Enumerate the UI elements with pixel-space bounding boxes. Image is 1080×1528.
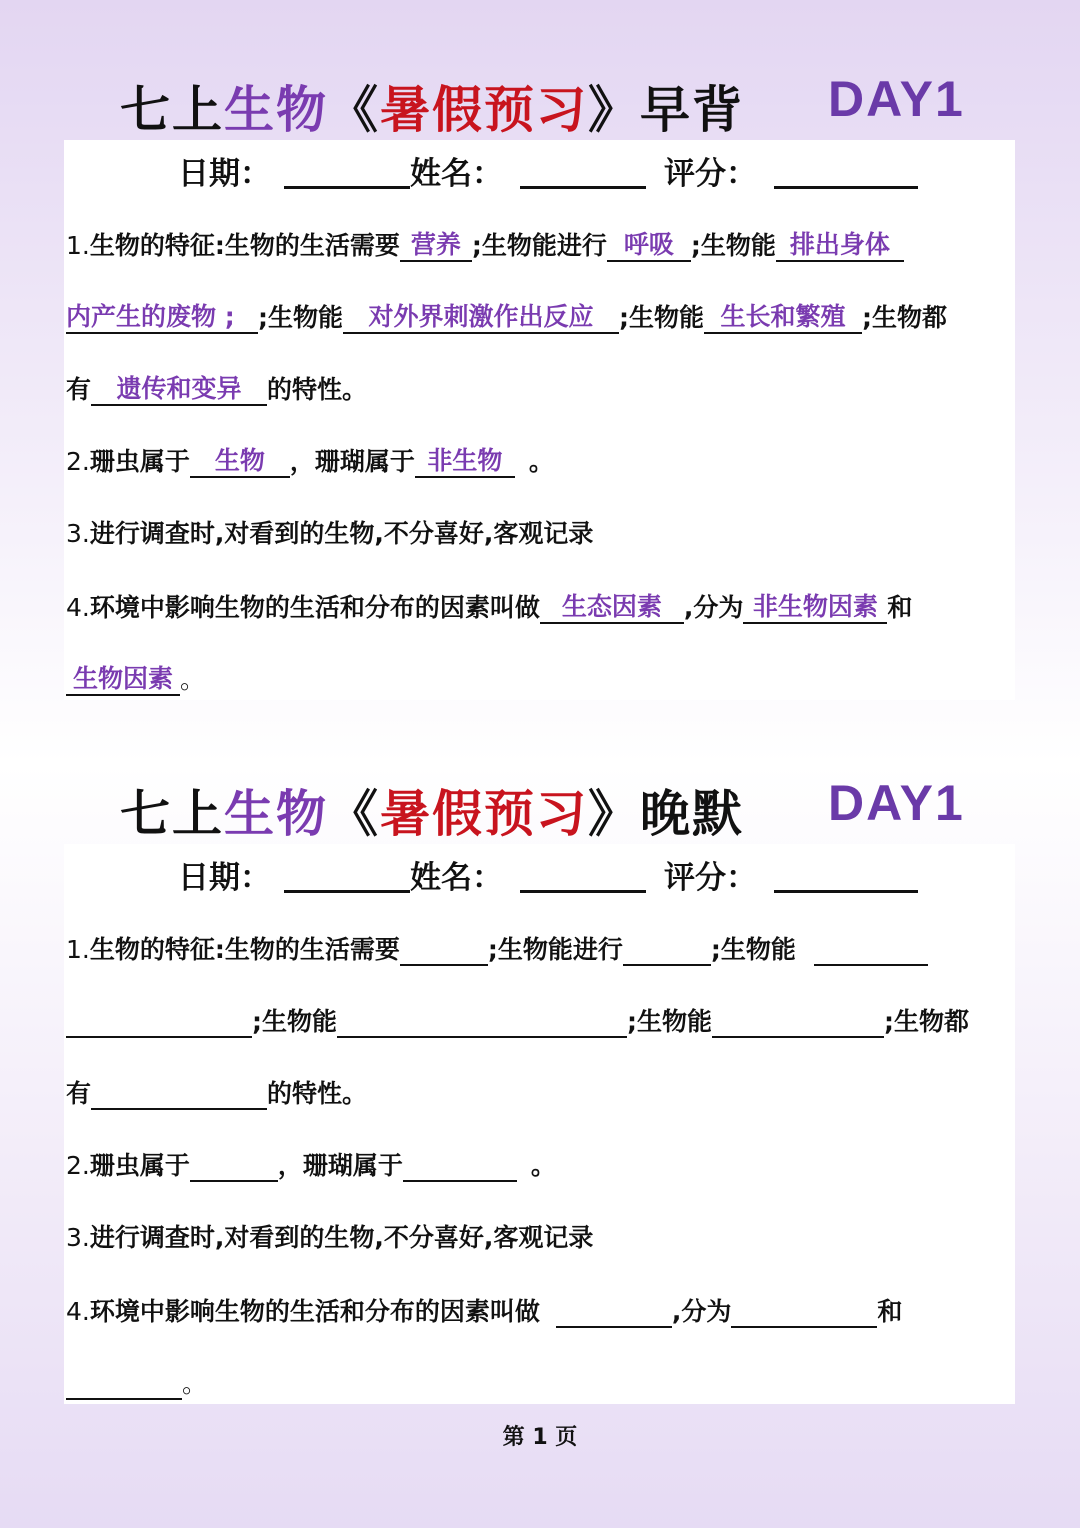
answer-blank[interactable] <box>190 1180 278 1182</box>
q4-text: 环境中影响生物的生活和分布的因素叫做 <box>89 593 540 622</box>
answer-blank: 遗传和变异 <box>91 374 267 406</box>
q4-line2 <box>66 1364 207 1400</box>
title-topic: 暑假预习 <box>380 81 588 139</box>
q1-text: ;生物都 <box>884 1007 969 1036</box>
page-number: 第 1 页 <box>502 1425 578 1450</box>
title-grade: 七上 <box>120 81 224 139</box>
info-header <box>64 846 1015 898</box>
answer-blank[interactable] <box>403 1180 517 1182</box>
score-field[interactable] <box>774 186 918 189</box>
q1-text: 有 <box>66 375 92 404</box>
q3-line <box>66 1218 593 1254</box>
q3-text: 进行调查时,对看到的生物,不分喜好,客观记录 <box>89 519 594 548</box>
answer-blank[interactable] <box>712 1036 884 1038</box>
answer-blank[interactable] <box>91 1108 267 1110</box>
q3-number: 3. <box>66 519 90 548</box>
name-label: 姓名： <box>410 860 503 896</box>
answer-blank: 生物因素 <box>66 664 180 696</box>
info-header <box>64 142 1015 194</box>
q2-text: 珊虫属于 <box>89 1151 190 1180</box>
day-label: DAY1 <box>828 71 965 127</box>
q1-text: 生物的特征:生物的生活需要 <box>89 935 400 964</box>
q4-text: 。 <box>182 1369 208 1398</box>
date-label: 日期： <box>178 156 271 192</box>
q2-line <box>66 442 554 478</box>
title-grade: 七上 <box>120 785 224 843</box>
q4-text: 环境中影响生物的生活和分布的因素叫做 <box>89 1297 540 1326</box>
q1-text: 生物的特征:生物的生活需要 <box>89 231 400 260</box>
q4-line1 <box>66 1292 902 1328</box>
q1-line2 <box>66 1002 969 1038</box>
q1-line1 <box>66 930 928 966</box>
q1-text: ;生物能 <box>258 303 343 332</box>
title-subject: 生物 <box>224 81 328 139</box>
answer-blank[interactable] <box>400 964 488 966</box>
score-field[interactable] <box>774 890 918 893</box>
morning-title <box>0 62 1080 142</box>
q1-text: 的特性。 <box>267 1079 368 1108</box>
answer-blank: 生物 <box>190 446 290 478</box>
answer-blank[interactable] <box>556 1326 672 1328</box>
title-topic: 暑假预习 <box>380 785 588 843</box>
name-field[interactable] <box>520 186 646 189</box>
answer-blank[interactable] <box>623 964 711 966</box>
q2-line <box>66 1146 556 1182</box>
date-label: 日期： <box>178 860 271 896</box>
q1-text: ;生物能 <box>252 1007 337 1036</box>
score-label: 评分： <box>664 156 757 192</box>
morning-section <box>0 62 1080 694</box>
q1-text: ;生物能 <box>627 1007 712 1036</box>
q2-number: 2. <box>66 447 90 476</box>
q1-text: ;生物能进行 <box>471 231 607 260</box>
q1-number: 1. <box>66 231 90 260</box>
date-field[interactable] <box>284 186 410 189</box>
answer-blank: 呼吸 <box>607 230 691 262</box>
q1-number: 1. <box>66 935 90 964</box>
answer-blank[interactable] <box>66 1398 182 1400</box>
answer-blank: 非生物 <box>415 446 515 478</box>
q3-number: 3. <box>66 1223 90 1252</box>
q2-text: 。 <box>530 1151 556 1180</box>
date-field[interactable] <box>284 890 410 893</box>
q4-text: 。 <box>180 665 206 694</box>
title-bracket-open: 《 <box>328 81 380 139</box>
title-suffix: 》早背 <box>588 81 744 139</box>
score-label: 评分： <box>664 860 757 896</box>
answer-blank[interactable] <box>814 964 928 966</box>
q4-number: 4. <box>66 593 90 622</box>
q4-text: ,分为 <box>683 593 744 622</box>
q4-text: 和 <box>887 593 913 622</box>
evening-section <box>0 766 1080 1398</box>
q1-text: 的特性。 <box>267 375 368 404</box>
q1-line3 <box>66 370 367 406</box>
q3-line <box>66 514 593 550</box>
day-label: DAY1 <box>828 775 965 831</box>
answer-blank: 营养 <box>400 230 472 262</box>
q1-text: ;生物都 <box>862 303 947 332</box>
q1-line3 <box>66 1074 367 1110</box>
answer-text: 内产生的废物 <box>66 302 217 331</box>
q2-text: 。 <box>528 447 554 476</box>
q2-text: 珊虫属于 <box>89 447 190 476</box>
title-bracket-open: 《 <box>328 785 380 843</box>
answer-blank: 生长和繁殖 <box>704 302 862 334</box>
q3-text: 进行调查时,对看到的生物,不分喜好,客观记录 <box>89 1223 594 1252</box>
answer-blank: 非生物因素 <box>743 592 887 624</box>
evening-title <box>0 766 1080 846</box>
q1-text: ;生物能 <box>710 935 796 964</box>
answer-blank: 生态因素 <box>540 592 684 624</box>
answer-blank[interactable] <box>731 1326 877 1328</box>
q2-text: ，珊瑚属于 <box>277 1151 403 1180</box>
evening-panel <box>64 844 1015 1404</box>
answer-blank: 对外界刺激作出反应 <box>343 302 619 334</box>
q1-text: ;生物能进行 <box>487 935 623 964</box>
answer-blank: 排出身体 <box>776 230 904 262</box>
q2-text: ，珊瑚属于 <box>289 447 415 476</box>
q4-text: 和 <box>877 1297 903 1326</box>
q4-line1 <box>66 588 912 624</box>
title-subject: 生物 <box>224 785 328 843</box>
morning-panel <box>64 140 1015 700</box>
name-field[interactable] <box>520 890 646 893</box>
answer-blank: 内产生的废物 ; <box>66 302 258 334</box>
answer-blank[interactable] <box>66 1036 252 1038</box>
q1-text: 有 <box>66 1079 92 1108</box>
q1-text: ;生物能 <box>690 231 776 260</box>
q4-text: ,分为 <box>671 1297 732 1326</box>
title-suffix: 》晚默 <box>588 785 744 843</box>
q4-line2 <box>66 660 205 696</box>
q1-line1 <box>66 226 904 262</box>
q1-line2 <box>66 298 947 334</box>
q2-number: 2. <box>66 1151 90 1180</box>
answer-blank[interactable] <box>337 1036 627 1038</box>
name-label: 姓名： <box>410 156 503 192</box>
q1-text: ;生物能 <box>619 303 704 332</box>
q4-number: 4. <box>66 1297 90 1326</box>
